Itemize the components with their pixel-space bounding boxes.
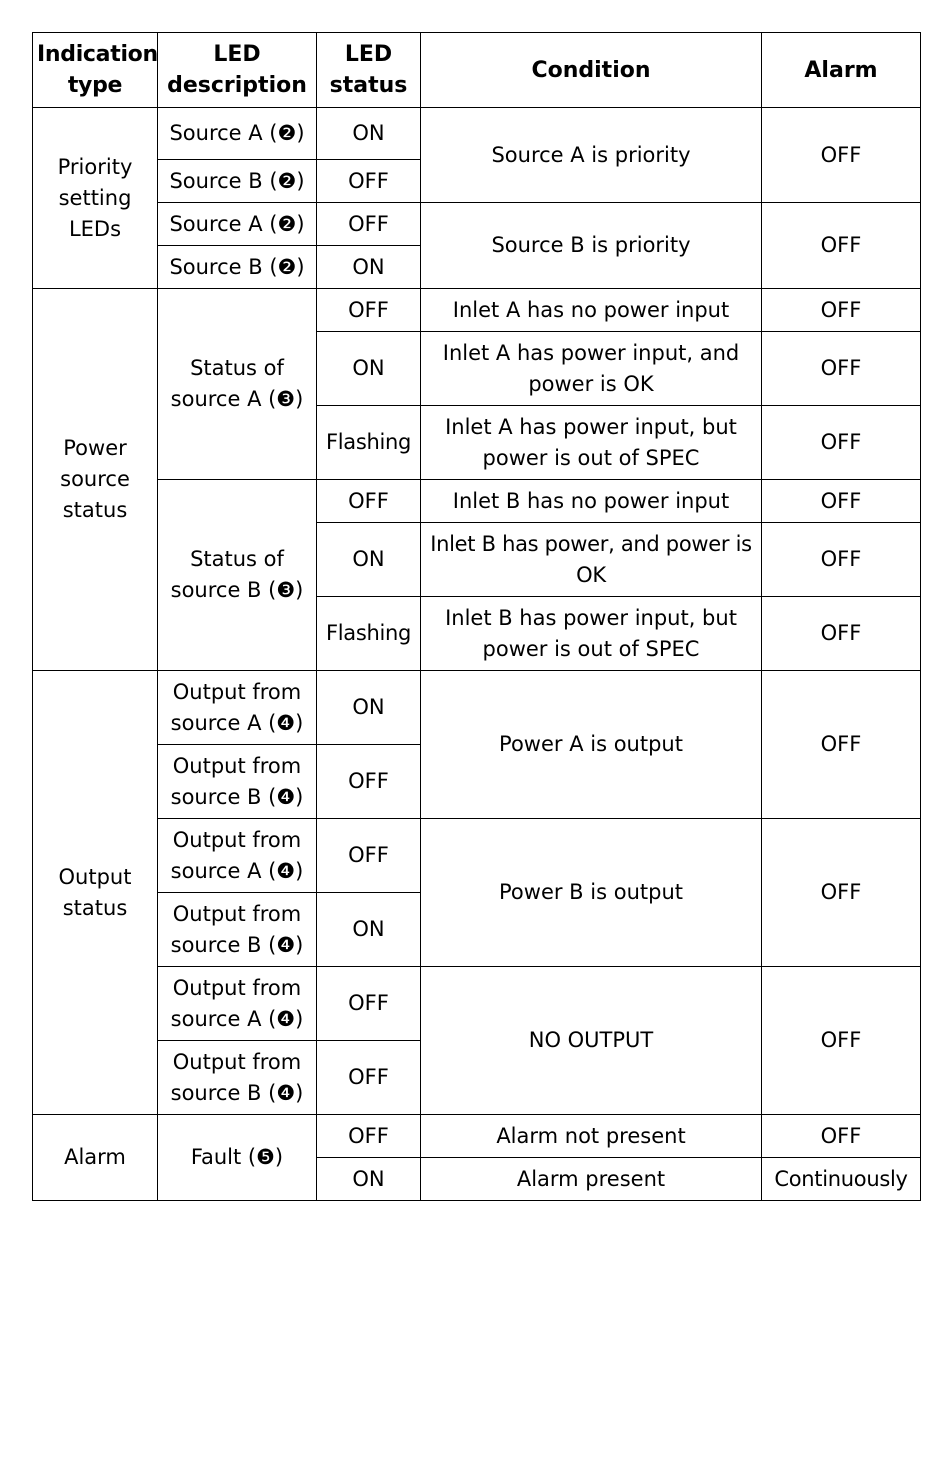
led-status-cell: ON (317, 108, 421, 160)
alarm-cell: OFF (762, 108, 921, 203)
condition-cell: Power B is output (421, 819, 762, 967)
alarm-cell: OFF (762, 819, 921, 967)
alarm-cell: OFF (762, 967, 921, 1115)
table-row (33, 289, 921, 332)
condition-cell: Power A is output (421, 671, 762, 819)
led-indication-table (32, 32, 921, 1201)
led-status-cell: ON (317, 246, 421, 289)
led-status-cell: ON (317, 893, 421, 967)
indication-type-cell: Alarm (33, 1115, 158, 1201)
alarm-cell: OFF (762, 1115, 921, 1158)
led-description-cell: Output from source A (❹) (158, 819, 317, 893)
led-description-cell: Status of source B (❸) (158, 480, 317, 671)
led-status-cell: OFF (317, 480, 421, 523)
table-row (33, 1115, 921, 1158)
header-led-status: LED status (317, 33, 421, 108)
alarm-cell: OFF (762, 480, 921, 523)
led-status-cell: ON (317, 332, 421, 406)
led-status-cell: Flashing (317, 406, 421, 480)
table-row (33, 203, 921, 246)
alarm-cell: OFF (762, 406, 921, 480)
table-row (33, 108, 921, 160)
header-condition: Condition (421, 33, 762, 108)
led-status-cell: ON (317, 523, 421, 597)
condition-cell: Inlet B has no power input (421, 480, 762, 523)
led-status-cell: Flashing (317, 597, 421, 671)
led-status-cell: ON (317, 671, 421, 745)
led-status-cell: OFF (317, 160, 421, 203)
indication-type-cell: Priority setting LEDs (33, 108, 158, 289)
condition-cell: Alarm present (421, 1158, 762, 1201)
table-row (33, 480, 921, 523)
led-description-cell: Output from source B (❹) (158, 745, 317, 819)
led-description-cell: Fault (❺) (158, 1115, 317, 1201)
condition-cell: Inlet B has power, and power is OK (421, 523, 762, 597)
alarm-cell: OFF (762, 523, 921, 597)
condition-cell: NO OUTPUT (421, 967, 762, 1115)
condition-cell: Alarm not present (421, 1115, 762, 1158)
condition-cell: Inlet A has no power input (421, 289, 762, 332)
led-status-cell: OFF (317, 967, 421, 1041)
table-row (33, 819, 921, 893)
led-description-cell: Status of source A (❸) (158, 289, 317, 480)
led-description-cell: Output from source B (❹) (158, 1041, 317, 1115)
indication-type-cell: Power source status (33, 289, 158, 671)
header-led-description: LED description (158, 33, 317, 108)
led-status-cell: OFF (317, 1115, 421, 1158)
alarm-cell: OFF (762, 597, 921, 671)
led-description-cell: Source A (❷) (158, 203, 317, 246)
header-indication-type: Indication type (33, 33, 158, 108)
table-row (33, 671, 921, 745)
table-row (33, 967, 921, 1041)
led-description-cell: Source B (❷) (158, 246, 317, 289)
condition-cell: Source B is priority (421, 203, 762, 289)
led-status-cell: ON (317, 1158, 421, 1201)
led-status-cell: OFF (317, 203, 421, 246)
alarm-cell: OFF (762, 332, 921, 406)
led-status-cell: OFF (317, 745, 421, 819)
condition-cell: Source A is priority (421, 108, 762, 203)
led-description-cell: Output from source B (❹) (158, 893, 317, 967)
table-header-row (33, 33, 921, 108)
indication-type-cell: Output status (33, 671, 158, 1115)
condition-cell: Inlet A has power input, but power is out of SPEC (421, 406, 762, 480)
condition-cell: Inlet A has power input, and power is OK (421, 332, 762, 406)
alarm-cell: OFF (762, 203, 921, 289)
condition-cell: Inlet B has power input, but power is out of SPEC (421, 597, 762, 671)
alarm-cell: OFF (762, 671, 921, 819)
led-status-cell: OFF (317, 1041, 421, 1115)
led-status-cell: OFF (317, 819, 421, 893)
led-description-cell: Output from source A (❹) (158, 671, 317, 745)
led-description-cell: Source A (❷) (158, 108, 317, 160)
led-description-cell: Output from source A (❹) (158, 967, 317, 1041)
led-description-cell: Source B (❷) (158, 160, 317, 203)
header-alarm: Alarm (762, 33, 921, 108)
alarm-cell: Continuously (762, 1158, 921, 1201)
led-status-cell: OFF (317, 289, 421, 332)
alarm-cell: OFF (762, 289, 921, 332)
